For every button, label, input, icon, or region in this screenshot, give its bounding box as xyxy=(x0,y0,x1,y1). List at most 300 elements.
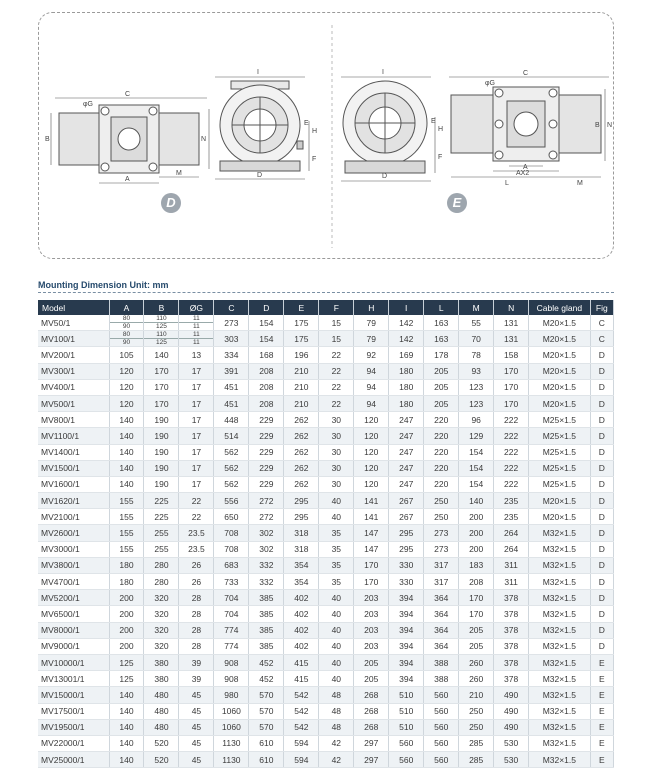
cell-gland: M32×1.5 xyxy=(529,574,590,590)
cell-g: 17 xyxy=(179,428,214,444)
cell-l: 273 xyxy=(424,541,459,557)
table-row xyxy=(38,654,614,670)
cell-f: 42 xyxy=(319,752,354,768)
cell-d: 302 xyxy=(249,541,284,557)
cell-a: 120 xyxy=(109,379,144,395)
cell-h: 205 xyxy=(354,654,389,670)
cell-a: 180 xyxy=(109,557,144,573)
cell-e: 402 xyxy=(284,638,319,654)
cell-g: 17 xyxy=(179,363,214,379)
cell-a-variant: 90 xyxy=(122,323,131,331)
cell-h: 268 xyxy=(354,703,389,719)
cell-i: 295 xyxy=(389,541,424,557)
cell-b: 170 xyxy=(144,395,179,411)
cell-l: 220 xyxy=(424,428,459,444)
cell-model: MV500/1 xyxy=(38,395,109,411)
cell-g-variant: 11 xyxy=(193,323,200,331)
cell-b-variant: 125 xyxy=(156,323,167,331)
cell-e: 196 xyxy=(284,347,319,363)
table-row xyxy=(38,509,614,525)
cell-c: 303 xyxy=(214,331,249,347)
cell-h: 203 xyxy=(354,622,389,638)
cell-d: 154 xyxy=(249,331,284,347)
cell-i: 267 xyxy=(389,493,424,509)
cell-f: 48 xyxy=(319,719,354,735)
table-row xyxy=(38,476,614,492)
cell-c: 704 xyxy=(214,606,249,622)
cell-n: 311 xyxy=(494,557,529,573)
cell-n: 530 xyxy=(494,735,529,751)
cell-fig: D xyxy=(590,525,613,541)
cell-i: 560 xyxy=(389,735,424,751)
column-header: B xyxy=(144,300,179,315)
cell-model: MV300/1 xyxy=(38,363,109,379)
table-row xyxy=(38,590,614,606)
table-row xyxy=(38,752,614,768)
cell-n: 235 xyxy=(494,493,529,509)
cell-f: 35 xyxy=(319,557,354,573)
cell-g: 26 xyxy=(179,574,214,590)
cell-l: 560 xyxy=(424,687,459,703)
cell-b: 140 xyxy=(144,347,179,363)
cell-m: 250 xyxy=(459,703,494,719)
cell-i: 247 xyxy=(389,428,424,444)
cell-h: 94 xyxy=(354,379,389,395)
cell-l: 205 xyxy=(424,379,459,395)
cell-b: 225 xyxy=(144,509,179,525)
cell-f: 40 xyxy=(319,671,354,687)
cell-d: 332 xyxy=(249,574,284,590)
cell-n: 222 xyxy=(494,460,529,476)
cell-l: 205 xyxy=(424,395,459,411)
cell-n: 311 xyxy=(494,574,529,590)
cell-i: 169 xyxy=(389,347,424,363)
cell-e: 542 xyxy=(284,703,319,719)
cell-d: 272 xyxy=(249,509,284,525)
cell-i: 560 xyxy=(389,752,424,768)
cell-d: 229 xyxy=(249,444,284,460)
cell-d: 272 xyxy=(249,493,284,509)
cell-fig: D xyxy=(590,557,613,573)
cell-l: 317 xyxy=(424,557,459,573)
figure-e-badge: E xyxy=(447,193,467,213)
cell-f: 30 xyxy=(319,428,354,444)
cell-n: 378 xyxy=(494,606,529,622)
fig-e-dim-e-label: E xyxy=(431,118,436,125)
cell-gland: M20×1.5 xyxy=(529,509,590,525)
cell-n: 131 xyxy=(494,331,529,347)
cell-c: 704 xyxy=(214,590,249,606)
cell-l: 388 xyxy=(424,671,459,687)
cell-h: 94 xyxy=(354,363,389,379)
cell-a: 155 xyxy=(109,541,144,557)
cell-b: 320 xyxy=(144,590,179,606)
cell-b: 280 xyxy=(144,557,179,573)
cell-d: 385 xyxy=(249,606,284,622)
cell-e: 542 xyxy=(284,719,319,735)
cell-g: 17 xyxy=(179,476,214,492)
table-row xyxy=(38,428,614,444)
cell-e: 415 xyxy=(284,671,319,687)
column-header: D xyxy=(249,300,284,315)
cell-m: 285 xyxy=(459,752,494,768)
cell-n: 222 xyxy=(494,412,529,428)
cell-g: 45 xyxy=(179,703,214,719)
cell-f: 35 xyxy=(319,525,354,541)
cell-a: 155 xyxy=(109,509,144,525)
cell-a: 120 xyxy=(109,363,144,379)
cell-fig: E xyxy=(590,735,613,751)
table-row xyxy=(38,703,614,719)
cell-c: 980 xyxy=(214,687,249,703)
cell-fig: D xyxy=(590,622,613,638)
column-header: E xyxy=(284,300,319,315)
cell-gland: M20×1.5 xyxy=(529,363,590,379)
cell-g: 26 xyxy=(179,557,214,573)
cell-model: MV50/1 xyxy=(38,315,109,331)
cell-n: 490 xyxy=(494,703,529,719)
cell-l: 220 xyxy=(424,412,459,428)
cell-l: 163 xyxy=(424,331,459,347)
cell-a: 140 xyxy=(109,476,144,492)
cell-model: MV100/1 xyxy=(38,331,109,347)
fig-d-end-view xyxy=(215,77,309,179)
fig-e-dim-l-label: L xyxy=(505,180,509,187)
column-header: H xyxy=(354,300,389,315)
cell-h: 147 xyxy=(354,541,389,557)
cell-gland: M32×1.5 xyxy=(529,525,590,541)
cell-m: 170 xyxy=(459,590,494,606)
cell-a: 140 xyxy=(109,460,144,476)
cell-m: 205 xyxy=(459,638,494,654)
fig-d-dim-m-label: M xyxy=(176,170,182,177)
cell-f: 22 xyxy=(319,379,354,395)
cell-m: 96 xyxy=(459,412,494,428)
cell-l: 364 xyxy=(424,622,459,638)
cell-n: 378 xyxy=(494,671,529,687)
cell-c: 908 xyxy=(214,654,249,670)
cell-b: 320 xyxy=(144,638,179,654)
cell-a: 180 xyxy=(109,574,144,590)
cell-c: 774 xyxy=(214,622,249,638)
cell-model: MV17500/1 xyxy=(38,703,109,719)
cell-gland: M32×1.5 xyxy=(529,719,590,735)
cell-fig: E xyxy=(590,719,613,735)
cell-m: 250 xyxy=(459,719,494,735)
cell-c: 562 xyxy=(214,444,249,460)
cell-c: 556 xyxy=(214,493,249,509)
cell-h: 268 xyxy=(354,687,389,703)
cell-f: 30 xyxy=(319,412,354,428)
table-body xyxy=(38,315,614,768)
cell-n: 264 xyxy=(494,525,529,541)
cell-l: 178 xyxy=(424,347,459,363)
cell-i: 394 xyxy=(389,622,424,638)
cell-a-variant: 90 xyxy=(122,339,131,347)
cell-l: 560 xyxy=(424,719,459,735)
cell-fig: C xyxy=(590,315,613,331)
cell-fig: D xyxy=(590,428,613,444)
cell-l: 250 xyxy=(424,493,459,509)
cell-model: MV5200/1 xyxy=(38,590,109,606)
mounting-dimension-table xyxy=(38,300,614,768)
cell-model: MV1600/1 xyxy=(38,476,109,492)
cell-d: 229 xyxy=(249,476,284,492)
cell-m: 200 xyxy=(459,509,494,525)
cell-h: 170 xyxy=(354,574,389,590)
cell-model: MV4700/1 xyxy=(38,574,109,590)
cell-l: 220 xyxy=(424,476,459,492)
table-row xyxy=(38,525,614,541)
cell-h: 203 xyxy=(354,606,389,622)
cell-d: 208 xyxy=(249,379,284,395)
cell-e: 175 xyxy=(284,315,319,331)
cell-b: 190 xyxy=(144,444,179,460)
cell-f: 30 xyxy=(319,476,354,492)
cell-fig: D xyxy=(590,638,613,654)
cell-m: 70 xyxy=(459,331,494,347)
cell-c: 448 xyxy=(214,412,249,428)
cell-i: 247 xyxy=(389,412,424,428)
cell-b: 480 xyxy=(144,703,179,719)
cell-gland: M20×1.5 xyxy=(529,395,590,411)
cell-m: 183 xyxy=(459,557,494,573)
cell-e: 175 xyxy=(284,331,319,347)
cell-g: 28 xyxy=(179,590,214,606)
cell-f: 40 xyxy=(319,622,354,638)
table-row xyxy=(38,557,614,573)
cell-n: 530 xyxy=(494,752,529,768)
cell-l: 560 xyxy=(424,735,459,751)
cell-i: 394 xyxy=(389,590,424,606)
cell-model: MV2100/1 xyxy=(38,509,109,525)
cell-model: MV15000/1 xyxy=(38,687,109,703)
cell-c: 733 xyxy=(214,574,249,590)
section-title: Mounting Dimension Unit: mm xyxy=(38,280,169,290)
column-header: M xyxy=(459,300,494,315)
cell-m: 55 xyxy=(459,315,494,331)
cell-gland: M32×1.5 xyxy=(529,654,590,670)
cell-a: 200 xyxy=(109,606,144,622)
cell-d: 168 xyxy=(249,347,284,363)
cell-model: MV9000/1 xyxy=(38,638,109,654)
cell-h: 268 xyxy=(354,719,389,735)
cell-g: 45 xyxy=(179,735,214,751)
cell-l: 364 xyxy=(424,590,459,606)
fig-d-dim-n-label: N xyxy=(201,136,207,143)
cell-b: 190 xyxy=(144,476,179,492)
technical-drawing-panel xyxy=(38,12,614,259)
cell-i: 394 xyxy=(389,671,424,687)
cell-model: MV3800/1 xyxy=(38,557,109,573)
cell-m: 260 xyxy=(459,654,494,670)
cell-m: 200 xyxy=(459,541,494,557)
cell-f: 30 xyxy=(319,444,354,460)
cell-c: 451 xyxy=(214,395,249,411)
cell-h: 205 xyxy=(354,671,389,687)
cell-gland: M32×1.5 xyxy=(529,622,590,638)
cell-m: 123 xyxy=(459,395,494,411)
cell-h: 79 xyxy=(354,315,389,331)
cell-gland: M32×1.5 xyxy=(529,752,590,768)
cell-gland: M20×1.5 xyxy=(529,493,590,509)
cell-gland: M32×1.5 xyxy=(529,687,590,703)
cell-c: 708 xyxy=(214,525,249,541)
cell-e: 415 xyxy=(284,654,319,670)
cell-a xyxy=(109,315,144,331)
cell-f: 40 xyxy=(319,654,354,670)
cell-gland: M32×1.5 xyxy=(529,590,590,606)
cell-i: 295 xyxy=(389,525,424,541)
cell-a: 155 xyxy=(109,493,144,509)
table-row xyxy=(38,493,614,509)
cell-m: 78 xyxy=(459,347,494,363)
table-row xyxy=(38,412,614,428)
cell-a: 140 xyxy=(109,735,144,751)
cell-l: 364 xyxy=(424,638,459,654)
cell-gland: M25×1.5 xyxy=(529,412,590,428)
cell-g: 23.5 xyxy=(179,525,214,541)
cell-b: 225 xyxy=(144,493,179,509)
cell-m: 285 xyxy=(459,735,494,751)
cell-gland: M25×1.5 xyxy=(529,428,590,444)
cell-g: 17 xyxy=(179,460,214,476)
cell-d: 229 xyxy=(249,428,284,444)
cell-e: 210 xyxy=(284,379,319,395)
cell-h: 141 xyxy=(354,509,389,525)
fig-d-top-view xyxy=(51,98,209,183)
cell-a xyxy=(109,331,144,347)
cell-gland: M32×1.5 xyxy=(529,671,590,687)
cell-i: 180 xyxy=(389,379,424,395)
cell-d: 208 xyxy=(249,395,284,411)
cell-i: 394 xyxy=(389,654,424,670)
figure-d-badge: D xyxy=(161,193,181,213)
cell-e: 210 xyxy=(284,395,319,411)
fig-d-dim-a-label: A xyxy=(125,176,130,183)
cell-g: 17 xyxy=(179,412,214,428)
fig-e-end-view xyxy=(341,77,435,181)
cell-gland: M20×1.5 xyxy=(529,331,590,347)
cell-model: MV1620/1 xyxy=(38,493,109,509)
cell-g: 28 xyxy=(179,638,214,654)
cell-b: 190 xyxy=(144,460,179,476)
cell-e: 295 xyxy=(284,509,319,525)
cell-g: 17 xyxy=(179,444,214,460)
cell-m: 154 xyxy=(459,476,494,492)
cell-h: 120 xyxy=(354,428,389,444)
cell-d: 570 xyxy=(249,703,284,719)
cell-a: 200 xyxy=(109,638,144,654)
cell-l: 364 xyxy=(424,606,459,622)
cell-d: 385 xyxy=(249,590,284,606)
cell-f: 22 xyxy=(319,395,354,411)
cell-n: 158 xyxy=(494,347,529,363)
cell-g: 22 xyxy=(179,493,214,509)
table-row xyxy=(38,719,614,735)
cell-g: 45 xyxy=(179,752,214,768)
cell-fig: D xyxy=(590,379,613,395)
cell-g: 17 xyxy=(179,395,214,411)
cell-b xyxy=(144,315,179,331)
cell-model: MV200/1 xyxy=(38,347,109,363)
cell-n: 222 xyxy=(494,444,529,460)
fig-d-dim-f-label: F xyxy=(312,156,317,163)
cell-e: 262 xyxy=(284,476,319,492)
cell-n: 235 xyxy=(494,509,529,525)
table-row xyxy=(38,363,614,379)
fig-e-dim-m-label: M xyxy=(577,180,583,187)
cell-fig: C xyxy=(590,331,613,347)
cell-b: 280 xyxy=(144,574,179,590)
cell-fig: E xyxy=(590,687,613,703)
fig-e-dim-i-label: I xyxy=(382,69,384,76)
cell-gland: M20×1.5 xyxy=(529,347,590,363)
cell-i: 247 xyxy=(389,444,424,460)
cell-b-variant: 110 xyxy=(144,331,178,339)
cell-b-variant: 110 xyxy=(144,315,178,323)
cell-i: 180 xyxy=(389,395,424,411)
cell-e: 542 xyxy=(284,687,319,703)
cell-e: 318 xyxy=(284,541,319,557)
cell-c: 1130 xyxy=(214,735,249,751)
cell-d: 452 xyxy=(249,671,284,687)
cell-e: 354 xyxy=(284,557,319,573)
cell-f: 22 xyxy=(319,347,354,363)
cell-a: 125 xyxy=(109,671,144,687)
cell-i: 247 xyxy=(389,476,424,492)
cell-l: 317 xyxy=(424,574,459,590)
cell-f: 15 xyxy=(319,331,354,347)
cell-m: 154 xyxy=(459,444,494,460)
cell-h: 147 xyxy=(354,525,389,541)
cell-h: 297 xyxy=(354,752,389,768)
cell-fig: D xyxy=(590,590,613,606)
cell-fig: D xyxy=(590,412,613,428)
cell-l: 250 xyxy=(424,509,459,525)
cell-g: 39 xyxy=(179,671,214,687)
cell-f: 15 xyxy=(319,315,354,331)
cell-e: 354 xyxy=(284,574,319,590)
cell-d: 229 xyxy=(249,460,284,476)
table-row xyxy=(38,735,614,751)
cell-c: 1130 xyxy=(214,752,249,768)
cell-a: 140 xyxy=(109,428,144,444)
title-divider xyxy=(38,292,614,293)
cell-f: 40 xyxy=(319,606,354,622)
cell-a: 155 xyxy=(109,525,144,541)
cell-g xyxy=(179,331,214,347)
cell-g: 39 xyxy=(179,654,214,670)
cell-fig: D xyxy=(590,395,613,411)
cell-b: 255 xyxy=(144,525,179,541)
cell-gland: M32×1.5 xyxy=(529,735,590,751)
cell-d: 229 xyxy=(249,412,284,428)
cell-e: 210 xyxy=(284,363,319,379)
cell-l: 560 xyxy=(424,752,459,768)
cell-h: 297 xyxy=(354,735,389,751)
fig-e-dim-f-label: F xyxy=(438,154,443,161)
cell-model: MV13001/1 xyxy=(38,671,109,687)
column-header: Model xyxy=(38,300,109,315)
fig-d-dim-e-label: E xyxy=(304,120,309,127)
cell-g-variant: 11 xyxy=(193,339,200,347)
cell-gland: M32×1.5 xyxy=(529,606,590,622)
cell-l: 205 xyxy=(424,363,459,379)
column-header: A xyxy=(109,300,144,315)
cell-l: 220 xyxy=(424,460,459,476)
cell-fig: E xyxy=(590,654,613,670)
